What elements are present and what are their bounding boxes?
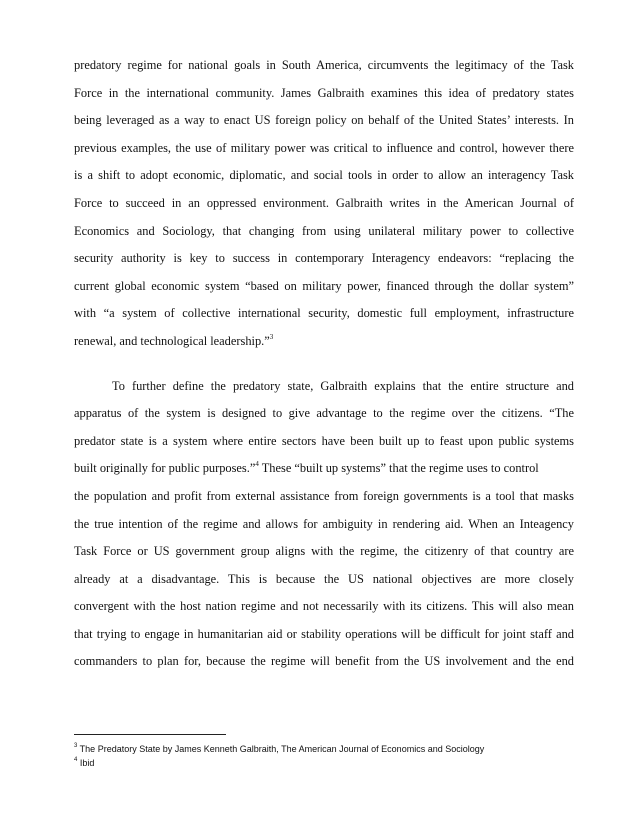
text-line: is a shift to adopt economic, diplomatic, and social tools in order to allow an interagency Task — [74, 168, 574, 183]
text-line-with-footnote — [74, 455, 574, 483]
footnote-4 — [74, 756, 574, 770]
text-line: being leveraged as a way to enact US foreign policy on behalf of the United States’ interests. In — [74, 113, 574, 128]
paragraph-1 — [74, 52, 574, 356]
text-line-indented: To further define the predatory state, Galbraith explains that the entire structure and — [112, 378, 574, 393]
text-line-content: renewal, and technological leadership.” — [74, 333, 270, 348]
text-line: predatory regime for national goals in South America, circumvents the legitimacy of the Task — [74, 58, 574, 72]
text-line: previous examples, the use of military power was critical to influence and control, however there — [74, 140, 574, 155]
footnote-reference-4[interactable]: 4 — [255, 460, 259, 469]
text-line: with “a system of collective international security, domestic full employment, infrastructure — [74, 306, 574, 321]
paragraph-2 — [74, 373, 574, 677]
text-line: current global economic system “based on military power, financed through the dollar system” — [74, 278, 574, 293]
text-line: Economics and Sociology, that changing from using unilateral military power to collective — [74, 223, 574, 238]
footnote-text: The Predatory State by James Kenneth Galbraith, The American Journal of Economics and Sociology — [77, 744, 485, 754]
footnote-reference-3[interactable]: 3 — [269, 332, 274, 341]
text-line: commanders to plan for, because the regime will benefit from the US involvement and the end — [74, 654, 574, 669]
text-line: already at a disadvantage. This is because the US national objectives are more closely — [74, 571, 574, 586]
footnote-number: 3 — [74, 743, 78, 749]
text-line: Force to succeed in an oppressed environment. Galbraith writes in the American Journal of — [74, 195, 574, 210]
text-line: the population and profit from external assistance from foreign governments is a tool that masks — [74, 488, 574, 503]
body-text — [74, 52, 574, 676]
text-line: Force in the international community. James Galbraith examines this idea of predatory states — [74, 85, 574, 100]
footnote-3 — [74, 742, 574, 756]
text-line-content: These “built up systems” that the regime uses to control — [258, 461, 539, 476]
text-line: convergent with the host nation regime and not necessarily with its citizens. This will also mean — [74, 599, 574, 614]
text-line: apparatus of the system is designed to give advantage to the regime over the citizens. “The — [74, 406, 574, 421]
footnote-number: 4 — [74, 757, 78, 763]
text-line: that trying to engage in humanitarian aid or stability operations will be difficult for joint staff and — [74, 626, 574, 641]
text-line: security authority is key to success in contemporary Interagency endeavors: “replacing the — [74, 251, 574, 266]
text-line: Task Force or US government group aligns with the regime, the citizenry of that country are — [74, 544, 574, 559]
text-line: predator state is a system where entire sectors have been built up to feast upon public systems — [74, 433, 574, 448]
text-line: the true intention of the regime and allows for ambiguity in rendering aid. When an Inteagency — [74, 516, 574, 531]
text-line-content: built originally for public purposes.” — [74, 461, 256, 476]
footnotes — [74, 742, 574, 770]
footnote-text: Ibid — [77, 758, 95, 768]
text-line-last — [74, 328, 574, 356]
footnote-separator — [74, 734, 226, 735]
paragraph-spacing — [74, 356, 574, 373]
